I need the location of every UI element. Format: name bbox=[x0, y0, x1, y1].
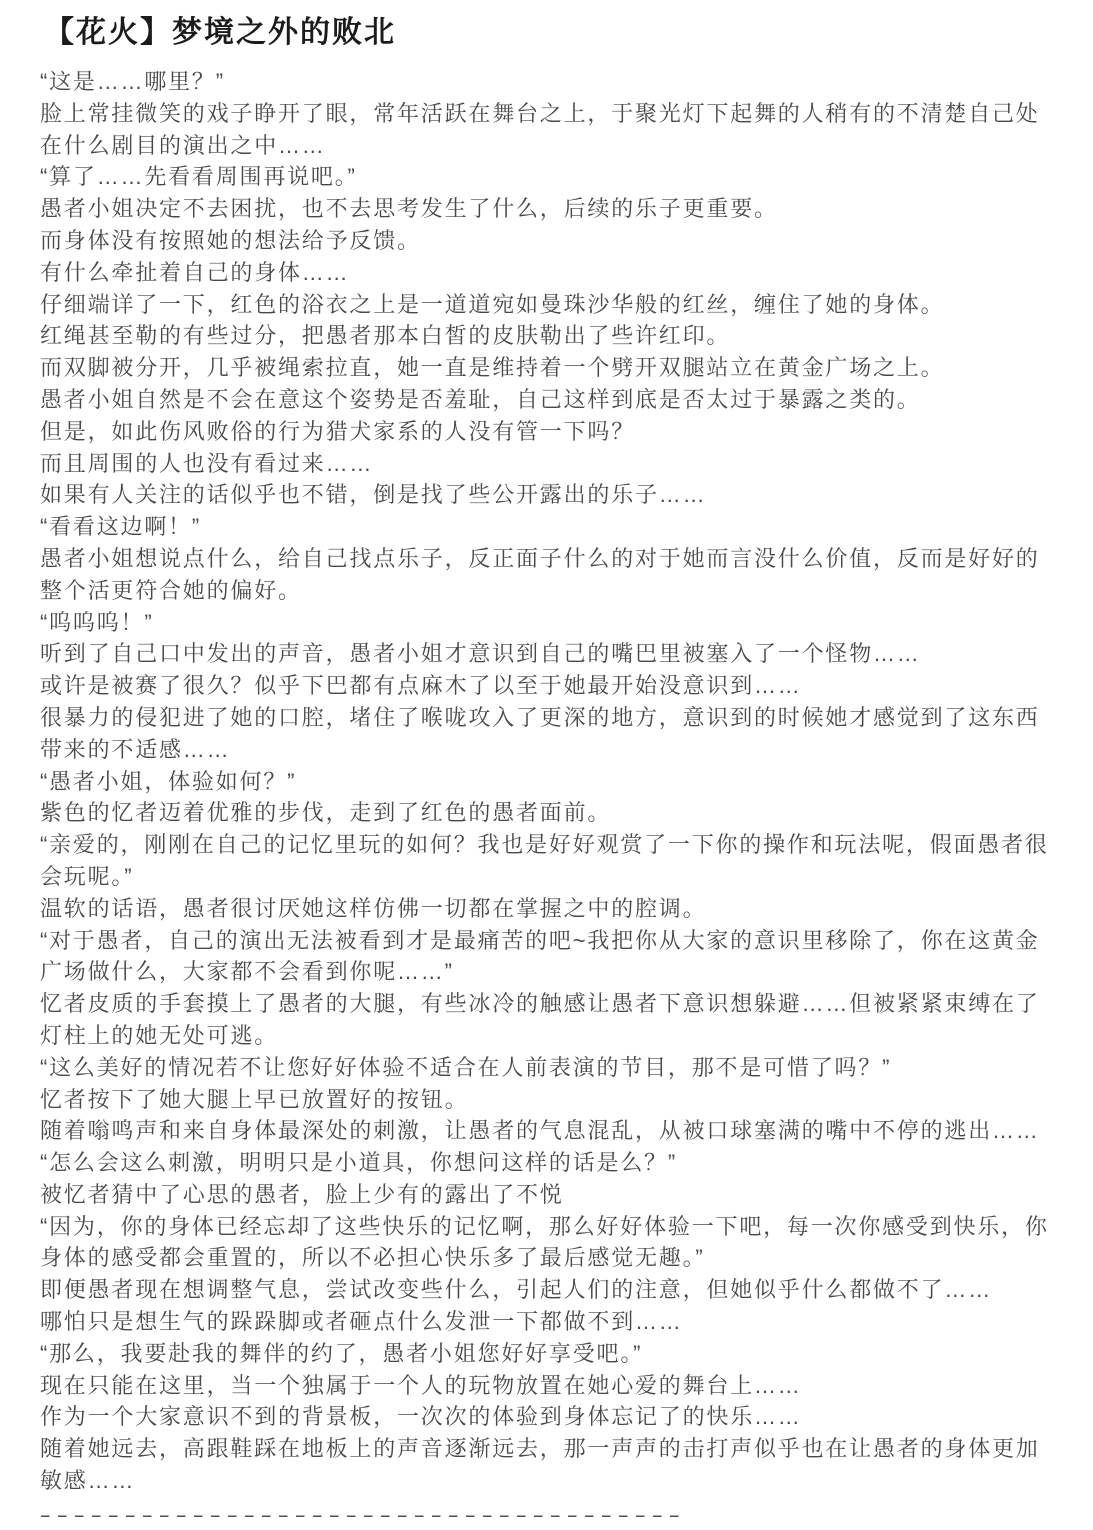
paragraph: 而且周围的人也没有看过来…… bbox=[40, 450, 374, 476]
paragraph: “呜呜呜！” bbox=[40, 609, 154, 635]
paragraph: 现在只能在这里，当一个独属于一个人的玩物放置在她心爱的舞台上…… bbox=[40, 1372, 802, 1398]
paragraph: 而身体没有按照她的想法给予反馈。 bbox=[40, 227, 421, 253]
paragraph: “怎么会这么刺激，明明只是小道具，你想问这样的话是么？” bbox=[40, 1150, 678, 1176]
paragraph: “算了……先看看周围再说吧。” bbox=[40, 164, 357, 190]
paragraph: 作为一个大家意识不到的背景板，一次次的体验到身体忘记了的快乐…… bbox=[40, 1404, 802, 1430]
paragraph: “看看这边啊！” bbox=[40, 514, 202, 540]
paragraph: 哪怕只是想生气的跺跺脚或者砸点什么发泄一下都做不到…… bbox=[40, 1309, 683, 1335]
page-title: 【花火】梦境之外的败北 bbox=[44, 16, 396, 49]
paragraph: 随着她远去，高跟鞋踩在地板上的声音逐渐远去，那一声声的击打声似乎也在让愚者的身体更加敏感…… bbox=[40, 1436, 1040, 1494]
paragraph: 仔细端详了一下，红色的浴衣之上是一道道宛如曼珠沙华般的红丝，缠住了她的身体。 bbox=[40, 291, 945, 317]
paragraph: 但是，如此伤风败俗的行为猎犬家系的人没有管一下吗？ bbox=[40, 418, 636, 444]
paragraph: “这是……哪里？” bbox=[40, 69, 225, 94]
paragraph: “因为，你的身体已经忘却了这些快乐的记忆啊，那么好好体验一下吧，每一次你感受到快乐，你身体的感受都会重置的，所以不必担心快乐多了最后感觉无趣。” bbox=[40, 1213, 1049, 1271]
paragraph: 忆者皮质的手套摸上了愚者的大腿，有些冰冷的触感让愚者下意识想躲避……但被紧紧束缚在了灯柱上的她无处可逃。 bbox=[40, 991, 1040, 1048]
paragraph: 紫色的忆者迈着优雅的步伐，走到了红色的愚者面前。 bbox=[40, 800, 612, 826]
paragraph: 愚者小姐自然是不会在意这个姿势是否羞耻，自己这样到底是否太过于暴露之类的。 bbox=[40, 386, 921, 412]
paragraph: 忆者按下了她大腿上早已放置好的按钮。 bbox=[40, 1086, 469, 1112]
paragraph: 很暴力的侵犯进了她的口腔，堵住了喉咙攻入了更深的地方，意识到的时候她才感觉到了这东西带来的不适感…… bbox=[40, 704, 1040, 762]
paragraph: 红绳甚至勒的有些过分，把愚者那本白皙的皮肤勒出了些许红印。 bbox=[40, 323, 731, 349]
paragraph: 愚者小姐想说点什么，给自己找点乐子，反正面子什么的对于她而言没什么价值，反而是好好的整个活更符合她的偏好。 bbox=[40, 545, 1040, 603]
paragraph: “愚者小姐，体验如何？” bbox=[40, 768, 297, 794]
paragraph: 如果有人关注的话似乎也不错，倒是找了些公开露出的乐子…… bbox=[40, 482, 707, 508]
paragraph: 有什么牵扯着自己的身体…… bbox=[40, 259, 350, 285]
paragraph: “那么，我要赴我的舞伴的约了，愚者小姐您好好享受吧。” bbox=[40, 1340, 643, 1366]
paragraph: 随着嗡鸣声和来自身体最深处的刺激，让愚者的气息混乱，从被口球塞满的嘴中不停的逃出…… bbox=[40, 1118, 1040, 1144]
paragraph: 而双脚被分开，几乎被绳索拉直，她一直是维持着一个劈开双腿站立在黄金广场之上。 bbox=[40, 355, 945, 381]
dashed-divider: –––––––––––––––––––––––––––––––––––––– bbox=[40, 1502, 686, 1527]
paragraph: 愚者小姐决定不去困扰，也不去思考发生了什么，后续的乐子更重要。 bbox=[40, 196, 778, 222]
paragraph: 或许是被赛了很久？似乎下巴都有点麻木了以至于她最开始没意识到…… bbox=[40, 673, 802, 699]
paragraph: 脸上常挂微笑的戏子睁开了眼，常年活跃在舞台之上，于聚光灯下起舞的人稍有的不清楚自己处在什么剧目的演出之中…… bbox=[40, 100, 1040, 158]
paragraph: 温软的话语，愚者很讨厌她这样仿佛一切都在掌握之中的腔调。 bbox=[40, 895, 707, 921]
paragraph: 被忆者猜中了心思的愚者，脸上少有的露出了不悦 bbox=[40, 1181, 564, 1207]
paragraph: “这么美好的情况若不让您好好体验不适合在人前表演的节目，那不是可惜了吗？” bbox=[40, 1054, 892, 1080]
paragraph: 即便愚者现在想调整气息，尝试改变些什么，引起人们的注意，但她似乎什么都做不了…… bbox=[40, 1277, 993, 1303]
paragraph: 听到了自己口中发出的声音，愚者小姐才意识到自己的嘴巴里被塞入了一个怪物…… bbox=[40, 641, 921, 667]
paragraph: “对于愚者，自己的演出无法被看到才是最痛苦的吧~我把你从大家的意识里移除了，你在这黄金广场做什么，大家都不会看到你呢……” bbox=[40, 927, 1040, 985]
story-body bbox=[40, 66, 1053, 1497]
paragraph: “亲爱的，刚刚在自己的记忆里玩的如何？我也是好好观赏了一下你的操作和玩法呢，假面愚者很会玩呢。” bbox=[40, 832, 1049, 889]
